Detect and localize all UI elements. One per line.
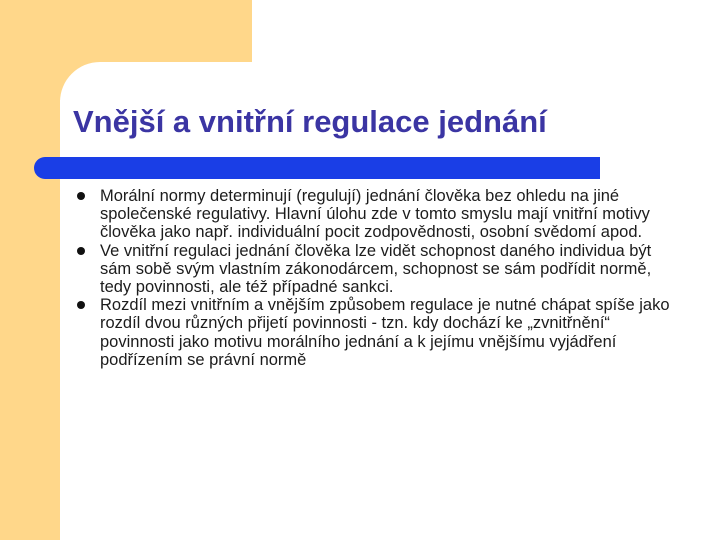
bullet-dot-icon xyxy=(77,247,85,255)
bullet-list xyxy=(74,187,674,369)
bullet-dot-icon xyxy=(77,192,85,200)
bullet-item xyxy=(74,296,674,369)
bullet-dot-icon xyxy=(77,301,85,309)
decorative-left-strip xyxy=(0,0,60,540)
slide-title: Vnější a vnitřní regulace jednání xyxy=(73,104,547,139)
bullet-item xyxy=(74,187,674,242)
title-underline-bar xyxy=(34,157,600,179)
bullet-text: Rozdíl mezi vnitřním a vnějším způsobem regulace je nutné chápat spíše jako rozdíl dvou různých přijetí povinnosti - tzn. kdy dochází ke „zvnitřnění“ povinnosti jako motivu morálního jednání a k jejímu vnějšímu vyjádření podřízením se právní normě xyxy=(100,296,670,369)
bullet-text: Morální normy determinují (regulují) jednání člověka bez ohledu na jiné společenské regulativy. Hlavní úlohu zde v tomto smyslu mají vnitřní motivy člověka jako např. individuální pocit zodpovědnosti, osobní svědomí apod. xyxy=(100,187,650,242)
bullet-item xyxy=(74,242,674,297)
bullet-text: Ve vnitřní regulaci jednání člověka lze vidět schopnost daného individua být sám sobě svým vlastním zákonodárcem, schopnost se sám podřídit normě, tedy povinnosti, ale též případné sankci. xyxy=(100,241,652,297)
slide-background-top xyxy=(100,62,720,102)
